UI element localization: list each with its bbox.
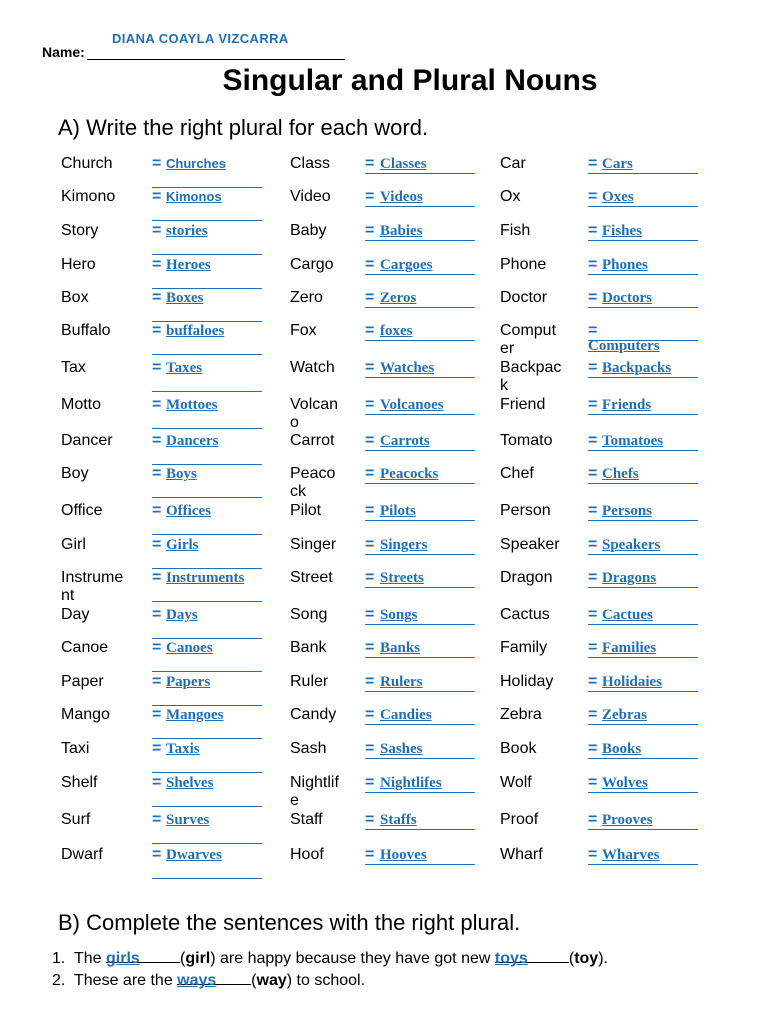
singular-word: Pilot <box>290 502 322 519</box>
answer-line <box>365 864 475 865</box>
plural-answer[interactable]: Kimonos <box>166 189 222 204</box>
singular-word: Book <box>500 740 537 757</box>
equals-sign: = <box>152 396 162 413</box>
plural-answer[interactable]: buffaloes <box>166 323 225 339</box>
singular-word: Church <box>61 155 113 172</box>
equals-sign: = <box>365 606 375 623</box>
singular-word: Song <box>290 606 328 623</box>
equals-sign: = <box>365 639 375 656</box>
answer-line <box>365 240 475 241</box>
plural-answer[interactable]: Canoes <box>166 640 213 656</box>
plural-answer[interactable]: Zebras <box>602 707 647 723</box>
singular-word: Phone <box>500 256 547 273</box>
equals-sign: = <box>588 811 598 828</box>
plural-answer[interactable]: Surves <box>166 812 210 828</box>
equals-sign: = <box>152 502 162 519</box>
answer-line <box>588 173 698 174</box>
plural-answer[interactable]: Instruments <box>166 570 245 586</box>
answer-line <box>588 307 698 308</box>
equals-sign: = <box>152 465 162 482</box>
plural-answer[interactable]: Streets <box>380 570 424 586</box>
singular-word: Nightlif e <box>290 774 339 809</box>
plural-answer[interactable]: Girls <box>166 537 199 553</box>
plural-answer[interactable]: foxes <box>380 323 413 339</box>
singular-word: Speaker <box>500 536 560 553</box>
plural-answer[interactable]: Books <box>602 741 642 757</box>
plural-answer[interactable]: Sashes <box>380 741 423 757</box>
equals-sign: = <box>588 639 598 656</box>
answer-line <box>365 173 475 174</box>
answer-text: toys <box>494 950 528 967</box>
equals-sign: = <box>365 432 375 449</box>
plural-answer[interactable]: Fishes <box>602 223 643 239</box>
answer-line <box>365 307 475 308</box>
singular-word: Zebra <box>500 706 542 723</box>
equals-sign: = <box>152 155 162 172</box>
singular-word: Family <box>500 639 548 656</box>
answer-line <box>588 274 698 275</box>
singular-word: Surf <box>61 811 91 828</box>
equals-sign: = <box>588 322 598 339</box>
answer-line <box>588 624 698 625</box>
section-b-letter: B) <box>58 910 80 935</box>
equals-sign: = <box>365 673 375 690</box>
plural-answer[interactable]: Offices <box>166 503 211 519</box>
answer-line <box>588 483 698 484</box>
plural-answer[interactable]: Taxis <box>166 741 200 757</box>
singular-word: Hero <box>61 256 96 273</box>
answer-line <box>152 772 262 773</box>
hint-word: girl <box>185 950 211 967</box>
answer-line <box>152 601 262 602</box>
equals-sign: = <box>588 465 598 482</box>
equals-sign: = <box>152 536 162 553</box>
equals-sign: = <box>588 256 598 273</box>
plural-answer[interactable]: Staffs <box>380 812 417 828</box>
equals-sign: = <box>152 569 162 586</box>
answer-line <box>588 792 698 793</box>
singular-word: Dragon <box>500 569 553 586</box>
answer-line <box>152 568 262 569</box>
answer-line <box>152 806 262 807</box>
plural-answer[interactable]: Dancers <box>166 433 219 449</box>
equals-sign: = <box>588 774 598 791</box>
section-b-heading <box>58 910 520 936</box>
section-a-heading <box>58 115 428 141</box>
plural-answer[interactable]: Candies <box>380 707 432 723</box>
plural-answer[interactable]: Mottoes <box>166 397 218 413</box>
answer-line <box>152 288 262 289</box>
equals-sign: = <box>365 536 375 553</box>
singular-word: Street <box>290 569 333 586</box>
singular-word: Paper <box>61 673 104 690</box>
answer-line <box>588 554 698 555</box>
answer-line <box>588 724 698 725</box>
equals-sign: = <box>365 774 375 791</box>
answer-field[interactable] <box>106 948 180 967</box>
answer-line <box>588 864 698 865</box>
singular-word: Girl <box>61 536 86 553</box>
singular-word: Doctor <box>500 289 548 306</box>
plural-answer[interactable]: Wharves <box>602 847 660 863</box>
answer-line <box>152 671 262 672</box>
plural-answer[interactable]: Chefs <box>602 466 639 482</box>
hint-word: way <box>256 972 287 989</box>
plural-answer[interactable]: Peacocks <box>380 466 439 482</box>
answer-line <box>152 220 262 221</box>
answer-line <box>588 691 698 692</box>
plural-answer[interactable]: Songs <box>380 607 418 623</box>
singular-word: Instrume nt <box>61 569 124 604</box>
answer-line <box>588 240 698 241</box>
plural-answer[interactable]: Doctors <box>602 290 652 306</box>
plural-answer[interactable]: Videos <box>380 189 423 205</box>
answer-line <box>588 206 698 207</box>
answer-line <box>152 428 262 429</box>
answer-line <box>365 520 475 521</box>
singular-word: Hoof <box>290 846 324 863</box>
plural-answer[interactable]: Zeros <box>380 290 417 306</box>
plural-answer[interactable]: Persons <box>602 503 652 519</box>
sentence-text: ) to school. <box>286 972 366 989</box>
singular-word: Ox <box>500 188 521 205</box>
plural-answer[interactable]: Rulers <box>380 674 423 690</box>
answer-line <box>152 464 262 465</box>
equals-sign: = <box>365 322 375 339</box>
equals-sign: = <box>365 846 375 863</box>
equals-sign: = <box>152 359 162 376</box>
equals-sign: = <box>588 706 598 723</box>
answer-line <box>152 705 262 706</box>
plural-answer[interactable]: Days <box>166 607 198 623</box>
answer-line <box>152 534 262 535</box>
answer-line <box>152 321 262 322</box>
equals-sign: = <box>365 569 375 586</box>
plural-answer[interactable]: Boys <box>166 466 197 482</box>
name-line <box>87 45 345 60</box>
singular-word: Sash <box>290 740 327 757</box>
plural-answer[interactable]: Watches <box>380 360 435 376</box>
equals-sign: = <box>588 569 598 586</box>
equals-sign: = <box>588 673 598 690</box>
answer-line <box>152 497 262 498</box>
equals-sign: = <box>365 188 375 205</box>
singular-word: Proof <box>500 811 539 828</box>
plural-answer[interactable]: Carrots <box>380 433 430 449</box>
sentence-2 <box>52 970 608 992</box>
sentence-number: 1. <box>52 950 66 967</box>
singular-word: Car <box>500 155 526 172</box>
singular-word: Fox <box>290 322 317 339</box>
answer-line <box>152 638 262 639</box>
answer-line <box>365 792 475 793</box>
plural-answer[interactable]: Computers <box>588 338 660 354</box>
answer-field[interactable] <box>177 970 251 989</box>
singular-word: Video <box>290 188 331 205</box>
answer-line <box>365 587 475 588</box>
singular-word: Wolf <box>500 774 532 791</box>
answer-line <box>365 724 475 725</box>
plural-answer[interactable]: Oxes <box>602 189 634 205</box>
answer-line <box>588 414 698 415</box>
equals-sign: = <box>365 811 375 828</box>
singular-word: Day <box>61 606 90 623</box>
equals-sign: = <box>588 359 598 376</box>
singular-word: Wharf <box>500 846 543 863</box>
equals-sign: = <box>588 606 598 623</box>
plural-answer[interactable]: Backpacks <box>602 360 672 376</box>
plural-answer[interactable]: Dwarves <box>166 847 222 863</box>
answer-line <box>365 829 475 830</box>
answer-line <box>588 520 698 521</box>
equals-sign: = <box>152 606 162 623</box>
singular-word: Zero <box>290 289 323 306</box>
answer-line <box>588 340 698 341</box>
answer-line <box>365 450 475 451</box>
singular-word: Baby <box>290 222 327 239</box>
section-a-letter: A) <box>58 115 80 140</box>
plural-answer[interactable]: Heroes <box>166 257 211 273</box>
equals-sign: = <box>152 322 162 339</box>
plural-answer[interactable]: Taxes <box>166 360 203 376</box>
singular-word: Watch <box>290 359 335 376</box>
equals-sign: = <box>365 465 375 482</box>
answer-line <box>365 758 475 759</box>
singular-word: Peaco ck <box>290 465 336 500</box>
equals-sign: = <box>588 396 598 413</box>
singular-word: Shelf <box>61 774 98 791</box>
equals-sign: = <box>588 846 598 863</box>
plural-answer[interactable]: Wolves <box>602 775 648 791</box>
answer-line <box>152 354 262 355</box>
plural-answer[interactable]: Singers <box>380 537 428 553</box>
student-name: DIANA COAYLA VIZCARRA <box>112 31 289 46</box>
answer-line <box>365 657 475 658</box>
singular-word: Staff <box>290 811 323 828</box>
answer-line <box>365 340 475 341</box>
equals-sign: = <box>588 432 598 449</box>
singular-word: Tax <box>61 359 86 376</box>
sentence-1 <box>52 948 608 970</box>
singular-word: Dwarf <box>61 846 103 863</box>
equals-sign: = <box>152 846 162 863</box>
plural-answer[interactable]: Babies <box>380 223 423 239</box>
plural-answer[interactable]: Holidaies <box>602 674 663 690</box>
singular-word: Taxi <box>61 740 90 757</box>
equals-sign: = <box>152 289 162 306</box>
answer-line <box>365 483 475 484</box>
plural-answer[interactable]: Hooves <box>380 847 427 863</box>
plural-answer[interactable]: Prooves <box>602 812 653 828</box>
sentence-text: The <box>74 950 107 967</box>
answer-line <box>152 254 262 255</box>
answer-text: ways <box>177 972 217 989</box>
sentence-text: ( <box>568 950 575 967</box>
answer-line <box>365 414 475 415</box>
plural-answer[interactable]: Speakers <box>602 537 661 553</box>
answer-line <box>588 450 698 451</box>
equals-sign: = <box>588 188 598 205</box>
name-label: Name: <box>42 44 85 60</box>
answer-line <box>588 587 698 588</box>
singular-word: Friend <box>500 396 546 413</box>
singular-word: Fish <box>500 222 531 239</box>
answer-text: girls <box>106 950 140 967</box>
answer-field[interactable] <box>494 948 569 967</box>
singular-word: Person <box>500 502 551 519</box>
answer-line <box>365 624 475 625</box>
equals-sign: = <box>588 740 598 757</box>
equals-sign: = <box>152 256 162 273</box>
equals-sign: = <box>365 502 375 519</box>
plural-answer[interactable]: Friends <box>602 397 652 413</box>
singular-word: Volcan o <box>290 396 339 431</box>
singular-word: Cargo <box>290 256 334 273</box>
equals-sign: = <box>152 740 162 757</box>
plural-answer[interactable]: Pilots <box>380 503 416 519</box>
equals-sign: = <box>588 222 598 239</box>
singular-word: Story <box>61 222 99 239</box>
singular-word: Tomato <box>500 432 553 449</box>
section-a-instruction: Write the right plural for each word. <box>86 115 429 140</box>
equals-sign: = <box>152 774 162 791</box>
equals-sign: = <box>152 811 162 828</box>
singular-word: Dancer <box>61 432 113 449</box>
singular-word: Chef <box>500 465 534 482</box>
answer-line <box>152 187 262 188</box>
singular-word: Candy <box>290 706 337 723</box>
equals-sign: = <box>365 222 375 239</box>
plural-answer[interactable]: Dragons <box>602 570 657 586</box>
answer-line <box>588 377 698 378</box>
sentence-text: ( <box>180 950 186 967</box>
singular-word: Comput er <box>500 322 557 357</box>
equals-sign: = <box>365 396 375 413</box>
singular-word: Carrot <box>290 432 335 449</box>
answer-line <box>588 829 698 830</box>
sentence-text: ( <box>251 972 257 989</box>
equals-sign: = <box>588 155 598 172</box>
sentence-number: 2. <box>52 972 66 989</box>
singular-word: Canoe <box>61 639 109 656</box>
plural-answer[interactable]: Tomatoes <box>602 433 664 449</box>
plural-answer[interactable]: Cactues <box>602 607 653 623</box>
singular-word: Class <box>290 155 331 172</box>
plural-answer[interactable]: Boxes <box>166 290 204 306</box>
section-b-instruction: Complete the sentences with the right plural. <box>86 910 521 935</box>
equals-sign: = <box>365 740 375 757</box>
singular-word: Buffalo <box>61 322 111 339</box>
answer-line <box>365 377 475 378</box>
answer-line <box>152 843 262 844</box>
sentence-text: ) are happy because they have got new <box>210 950 495 967</box>
equals-sign: = <box>152 639 162 656</box>
singular-word: Ruler <box>290 673 329 690</box>
singular-word: Mango <box>61 706 110 723</box>
singular-word: Cactus <box>500 606 550 623</box>
hint-word: toy <box>574 950 599 967</box>
plural-answer[interactable]: stories <box>166 223 208 239</box>
answer-line <box>588 758 698 759</box>
plural-answer[interactable]: Cars <box>602 156 633 172</box>
plural-answer[interactable]: Families <box>602 640 657 656</box>
answer-line <box>365 691 475 692</box>
equals-sign: = <box>152 706 162 723</box>
answer-line <box>152 878 262 879</box>
equals-sign: = <box>588 536 598 553</box>
plural-answer[interactable]: Banks <box>380 640 421 656</box>
plural-answer[interactable]: Nightlifes <box>380 775 442 791</box>
answer-line <box>152 738 262 739</box>
singular-word: Kimono <box>61 188 116 205</box>
singular-word: Singer <box>290 536 337 553</box>
equals-sign: = <box>365 359 375 376</box>
singular-word: Box <box>61 289 89 306</box>
plural-answer[interactable]: Phones <box>602 257 648 273</box>
plural-answer[interactable]: Shelves <box>166 775 214 791</box>
singular-word: Office <box>61 502 103 519</box>
equals-sign: = <box>365 155 375 172</box>
singular-word: Motto <box>61 396 102 413</box>
equals-sign: = <box>588 502 598 519</box>
answer-line <box>365 554 475 555</box>
singular-word: Backpac k <box>500 359 562 394</box>
equals-sign: = <box>152 673 162 690</box>
plural-answer[interactable]: Volcanoes <box>380 397 444 413</box>
equals-sign: = <box>152 188 162 205</box>
name-field <box>42 44 345 60</box>
answer-line <box>588 657 698 658</box>
answer-line <box>365 206 475 207</box>
page-title: Singular and Plural Nouns <box>222 64 598 97</box>
singular-word: Holiday <box>500 673 554 690</box>
equals-sign: = <box>588 289 598 306</box>
plural-answer[interactable]: Classes <box>380 156 427 172</box>
plural-answer[interactable]: Churches <box>166 156 226 171</box>
plural-answer[interactable]: Mangoes <box>166 707 224 723</box>
singular-word: Bank <box>290 639 327 656</box>
singular-word: Boy <box>61 465 89 482</box>
plural-answer[interactable]: Papers <box>166 674 211 690</box>
answer-line <box>152 391 262 392</box>
answer-line <box>365 274 475 275</box>
sentence-list <box>52 948 608 992</box>
equals-sign: = <box>365 289 375 306</box>
plural-answer[interactable]: Cargoes <box>380 257 433 273</box>
equals-sign: = <box>365 706 375 723</box>
equals-sign: = <box>152 222 162 239</box>
equals-sign: = <box>152 432 162 449</box>
sentence-text: These are the <box>74 972 178 989</box>
sentence-text: ). <box>598 950 608 967</box>
equals-sign: = <box>365 256 375 273</box>
